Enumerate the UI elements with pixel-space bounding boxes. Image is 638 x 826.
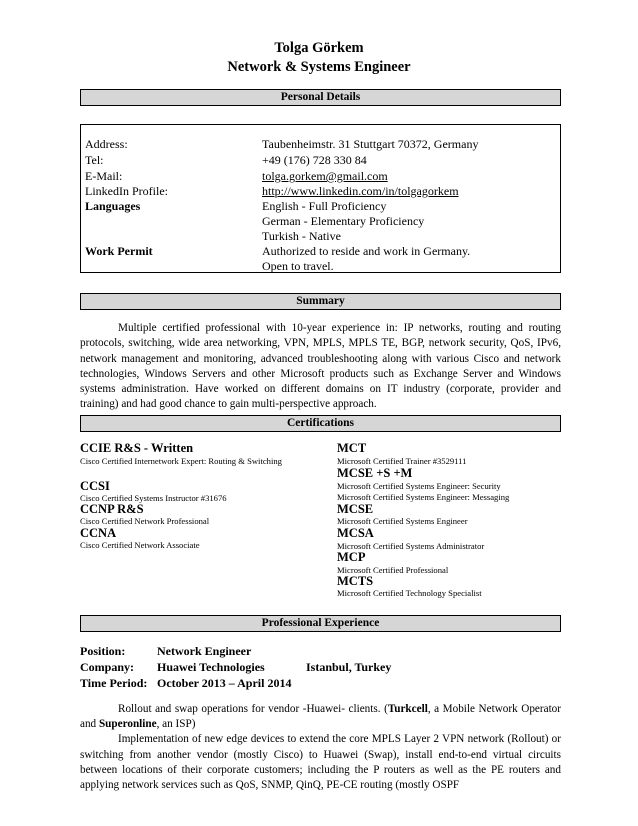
company-location: Istanbul, Turkey [306,660,392,674]
section-summary: Summary [80,293,561,310]
cert-name: CCNA [80,526,117,540]
cert-desc: Cisco Certified Network Professional [80,516,210,526]
cert-name: CCNP R&S [80,502,144,516]
email-label: E-Mail: [85,169,123,183]
email-link[interactable]: tolga.gorkem@gmail.com [262,169,388,183]
work-permit-label: Work Permit [85,244,153,258]
cert-name: MCTS [337,574,374,588]
period-value: October 2013 – April 2014 [157,676,292,690]
cert-desc: Microsoft Certified Systems Engineer: Security [337,481,501,491]
section-professional-experience: Professional Experience [80,615,561,632]
experience-paragraph-1 [80,702,561,732]
section-personal-details: Personal Details [80,89,561,106]
p1-text-e: , an ISP) [156,718,196,731]
cert-desc: Microsoft Certified Systems Engineer: Messaging [337,492,510,502]
cert-desc: Cisco Certified Internetwork Expert: Routing & Switching [80,456,282,466]
cert-desc: Microsoft Certified Systems Administrator [337,541,485,551]
p1-turkcell: Turkcell [387,703,428,715]
address-value: Taubenheimstr. 31 Stuttgart 70372, Germany [262,137,479,151]
work-permit-line-2: Open to travel. [262,259,334,273]
languages-label: Languages [85,199,141,213]
linkedin-link[interactable]: http://www.linkedin.com/in/tolgagorkem [262,184,459,198]
p1-text-a: Rollout and swap operations for vendor -Huawei- clients. ( [118,703,388,715]
cert-desc: Cisco Certified Systems Instructor #31676 [80,493,227,503]
tel-label: Tel: [85,153,104,167]
experience-description [80,702,561,793]
cert-desc: Microsoft Certified Professional [337,565,449,575]
p1-text-c: , a Mobile Network Operator and [80,703,561,731]
section-certifications: Certifications [80,415,561,432]
cert-name: MCT [337,441,367,455]
work-permit-line-1: Authorized to reside and work in Germany. [262,244,471,258]
linkedin-label: LinkedIn Profile: [85,184,168,198]
cert-desc: Microsoft Certified Trainer #3529111 [337,456,467,466]
address-label: Address: [85,137,128,151]
candidate-role: Network & Systems Engineer [227,59,411,75]
company-value: Huawei Technologies [157,660,265,674]
candidate-name: Tolga Görkem [274,40,364,56]
cert-name: MCSE [337,502,374,516]
summary-text: Multiple certified professional with 10-year experience in: IP networks, routing and routing protocols, switching, wide area networking, VPN, MPLS, MPLS TE, BGP, network security, QoS, IPv6, network management and monitoring, advanced troubleshooting along with various Cisco and network technologies, Windows Servers and other Microsoft products such as Exchange Server and Windows systems administration. Have worked on different domains on IT industry (corporate, provider and training) and had good chance to gain multi-perspective approach. [80,322,561,411]
cert-name: MCP [337,550,366,564]
language-german: German - Elementary Proficiency [262,214,425,228]
position-label: Position: [80,644,126,658]
cert-name: CCIE R&S - Written [80,441,194,455]
cert-desc: Cisco Certified Network Associate [80,540,200,550]
experience-paragraph-2: Implementation of new edge devices to extend the core MPLS Layer 2 VPN network (Rollout) or switching from another vendor (mostly Cisco) to Huawei (Swap), install end-to-end virtual circuits between locations of their corporate customers; including the P routers as well as the PE routers and applying network services such as QoS, SNMP, QinQ, PE-CE routing (mostly OSPF [80,733,561,792]
cert-desc: Microsoft Certified Systems Engineer [337,516,468,526]
company-label: Company: [80,660,135,674]
cert-name: MCSE +S +M [337,466,413,480]
p1-superonline: Superonline [98,718,157,731]
tel-value: +49 (176) 728 330 84 [262,153,367,167]
cert-name: MCSA [337,526,374,540]
cert-name: CCSI [80,479,110,493]
language-turkish: Turkish - Native [262,229,341,243]
position-value: Network Engineer [157,644,252,658]
language-english: English - Full Proficiency [262,199,387,213]
cert-desc: Microsoft Certified Technology Specialist [337,588,482,598]
period-label: Time Period: [80,676,148,690]
